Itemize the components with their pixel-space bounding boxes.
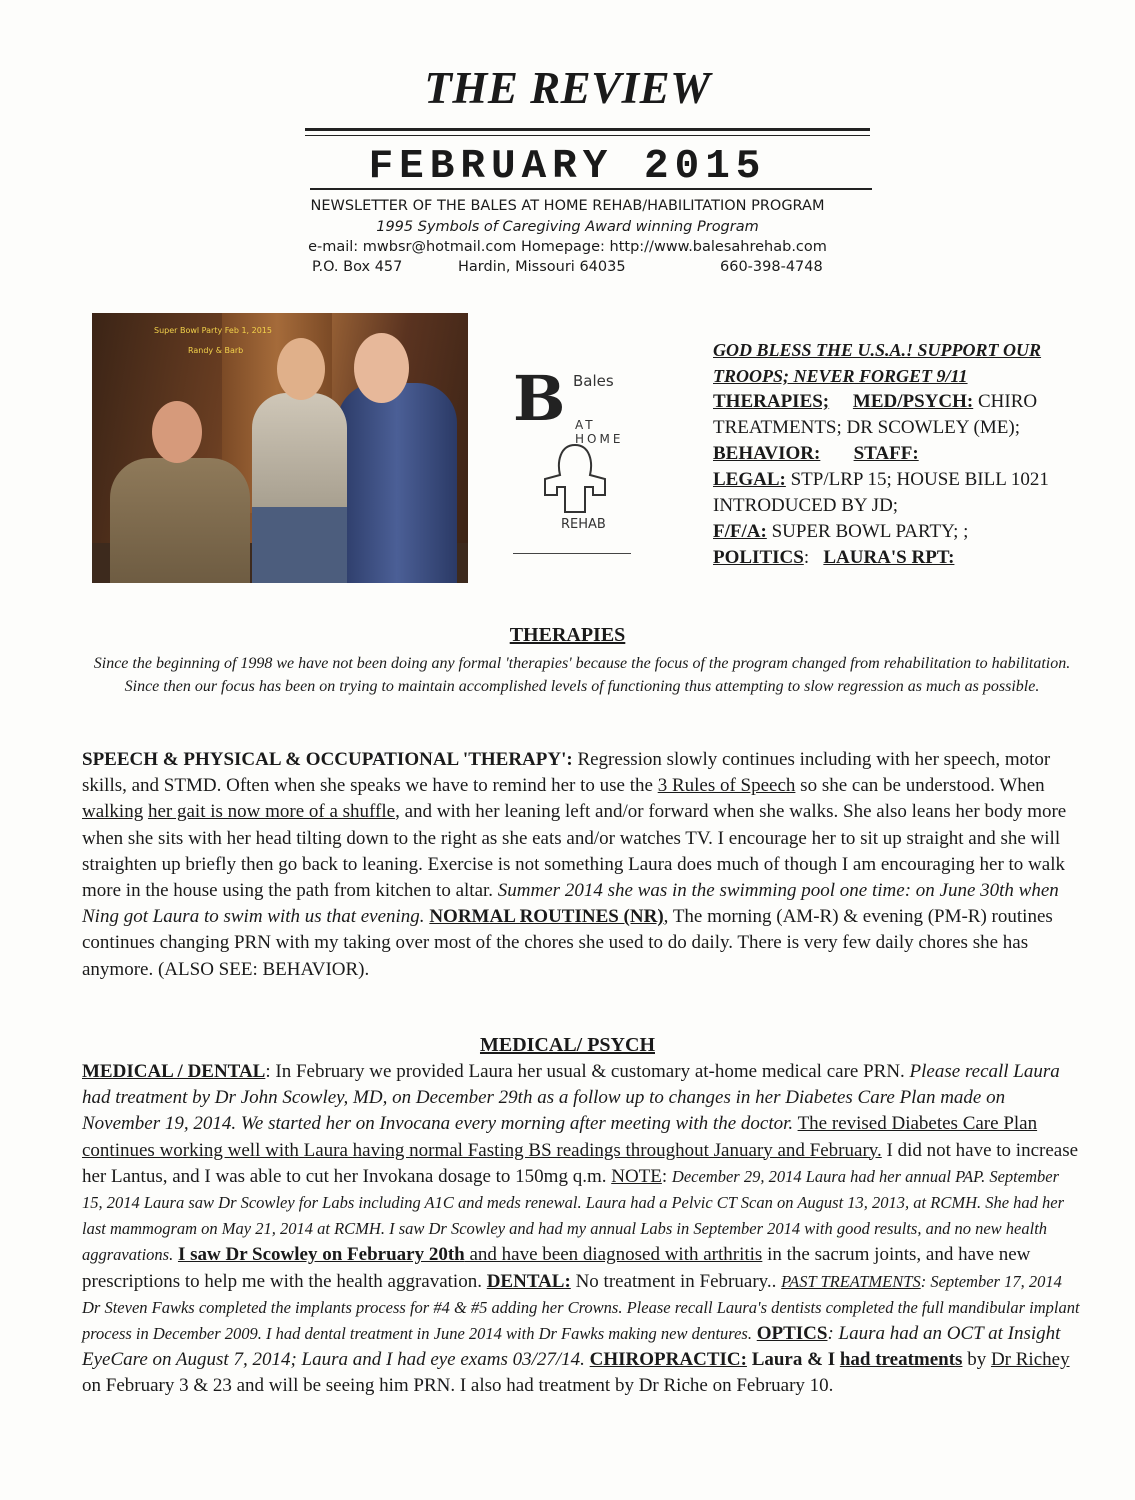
photo-face-left — [152, 401, 202, 463]
had-treatments: had treatments — [839, 1349, 963, 1371]
email-homepage-line: e-mail: mwbsr@hotmail.com Homepage: http://www.balesahrehab.com — [308, 239, 827, 255]
medical-text-14: by — [962, 1349, 991, 1371]
photo-person-center — [252, 393, 347, 583]
scowley-visit: I saw Dr Scowley on February 20th — [177, 1244, 465, 1266]
chiropractic-label: CHIROPRACTIC: — [589, 1349, 747, 1371]
logo-rehab: REHAB — [561, 517, 606, 532]
medical-heading: MEDICAL/ PSYCH — [479, 1034, 655, 1056]
medical-history: December 29, 2014 Laura had her annual PAP. September 15, 2014 Laura saw Dr Scowley for Labs including A1C and meds renewal. Laura had a Pelvic CT Scan on August 13, 2013, at RCMH. She had her last mammogram on May 21, 2014 at RCMH. I saw Dr Scowley and had my annual Labs in September 2014 with good results, and no new health aggravations. — [82, 1166, 1065, 1265]
slogan: GOD BLESS THE U.S.A.! SUPPORT OUR TROOPS; NEVER FORGET 9/11 — [713, 340, 1042, 386]
optics-label: OPTICS — [756, 1323, 828, 1345]
contents-line-2 — [713, 441, 1103, 467]
legal-text: STP/LRP 15; HOUSE BILL 1021 INTRODUCED BY JD; — [713, 469, 1049, 516]
photo-face-center — [277, 338, 325, 400]
arthritis-diagnosis: and have been diagnosed with arthritis — [464, 1244, 763, 1266]
medical-text-4: : — [661, 1165, 672, 1187]
logo-figure-icon — [535, 437, 615, 517]
optics-text: : Laura had an OCT at Insight EyeCare on August 7, 2014; Laura and I had eye exams 03/27/14. — [82, 1323, 1061, 1371]
rules-of-speech: 3 Rules of Speech — [657, 775, 796, 797]
therapy-paragraph — [82, 747, 1082, 983]
contents-line-4 — [713, 519, 1103, 545]
behavior-label: BEHAVIOR: — [713, 443, 821, 464]
super-bowl-party-photo — [92, 313, 468, 583]
chiro-text: Laura & I — [746, 1349, 840, 1371]
therapies-label: THERAPIES; — [713, 391, 830, 412]
medical-dental-lead: MEDICAL / DENTAL — [82, 1061, 266, 1082]
medical-text-3: I did not have to increase her Lantus, and I was able to cut her Invokana dosage to 150mg q.m. — [82, 1139, 1079, 1187]
therapy-text-2: so she can be understood. When — [795, 775, 1045, 797]
politics-label: POLITICS — [713, 547, 804, 568]
therapy-text-4: , and with her leaning left and/or forward when she walks. She also leans her body more when she sits with her head tilting down to the right as she eats and/or watches TV. I encourage her to sit up straight and she will straighten up briefly then go back to leaning. Exercise is not something Laura does much of though I am encouraging her to walk more in the house using the path from kitchen to altar. — [82, 801, 1067, 902]
photo-caption-2: Randy & Barb — [188, 346, 244, 355]
legal-label: LEGAL: — [713, 469, 786, 490]
therapy-text-1: Regression slowly continues including with her speech, motor skills, and STMD. Often when she speaks we have to remind her to use the — [82, 749, 1051, 797]
issue-underline — [310, 188, 872, 190]
therapy-lead: SPEECH & PHYSICAL & OCCUPATIONAL 'THERAPY': — [82, 749, 573, 770]
contents-line-5 — [713, 545, 1103, 571]
normal-routines-label: NORMAL ROUTINES (NR) — [429, 906, 664, 928]
photo-person-right — [337, 383, 457, 583]
newsletter-title: THE REVIEW — [424, 63, 711, 113]
contents-line-1 — [713, 389, 1103, 441]
newsletter-subtitle: NEWSLETTER OF THE BALES AT HOME REHAB/HABILITATION PROGRAM — [310, 198, 825, 214]
dental-label: DENTAL: — [486, 1270, 571, 1292]
logo-at-home: AT HOME — [575, 418, 624, 446]
past-treatments-text: : September 17, 2014 Dr Steven Fawks completed the implants process for #4 & #5 adding her Crowns. Please recall Laura's dentists completed the full mandibular implant process in December 2009. I had dental treatment in June 2014 with Dr Fawks making new dentures. — [82, 1271, 1080, 1344]
photo-caption-1: Super Bowl Party Feb 1, 2015 — [154, 326, 272, 335]
therapies-intro: Since the beginning of 1998 we have not been doing any formal 'therapies' because the focus of the program changed from rehabilitation to habilitation. Since then our focus has been on trying to maintain accomplished levels of functioning thus attempting to slow regression as much as possible. — [93, 655, 1071, 695]
bales-logo — [513, 362, 628, 552]
phone-number: 660-398-4748 — [720, 259, 823, 275]
dr-richey: Dr Richey — [990, 1349, 1070, 1371]
logo-divider — [513, 553, 631, 554]
note-label: NOTE — [611, 1165, 662, 1187]
logo-letter: B — [513, 362, 566, 435]
medical-text-8: No treatment in February.. — [570, 1270, 782, 1292]
photo-person-left — [110, 458, 250, 583]
city-address: Hardin, Missouri 64035 — [458, 259, 626, 275]
gait-text: her gait is now more of a shuffle — [147, 801, 396, 823]
politics-colon: : — [803, 547, 810, 568]
laura-rpt-label: LAURA'S RPT: — [823, 547, 955, 568]
contents-sidebar — [713, 337, 1103, 571]
contact-line — [300, 259, 860, 275]
photo-face-right — [354, 333, 409, 403]
care-plan-note: The revised Diabetes Care Plan continues working well with Laura having normal Fasting BS readings throughout January and February. — [82, 1113, 1038, 1161]
therapies-heading: THERAPIES — [509, 624, 626, 646]
medical-text-1: : In February we provided Laura her usual & customary at-home medical care PRN. — [265, 1061, 910, 1082]
logo-name: Bales — [573, 372, 614, 390]
medical-text-15: on February 3 & 23 and will be seeing him PRN. I also had treatment by Dr Riche on February 10. — [82, 1375, 834, 1397]
medical-text-7: in the sacrum joints, and have new prescriptions to help me with the health aggravation. — [82, 1244, 1031, 1292]
therapy-text-6: , The morning (AM-R) & evening (PM-R) routines continues changing PRN with my taking over most of the chores she used to do daily. There is very few daily chores she has anymore. (ALSO SEE: BEHAVIOR). — [82, 906, 1053, 980]
walking-text: walking — [82, 801, 144, 823]
staff-label: STAFF: — [853, 443, 919, 464]
past-treatments-label: PAST TREATMENTS — [781, 1271, 921, 1291]
medical-paragraph — [82, 1059, 1082, 1400]
medpsych-text: CHIRO TREATMENTS; DR SCOWLEY (ME); — [713, 391, 1038, 438]
summer-note: Summer 2014 she was in the swimming pool one time: on June 30th when Ning got Laura to swim with us that evening. — [82, 880, 1059, 928]
issue-date: FEBRUARY 2015 — [368, 144, 767, 190]
award-line: 1995 Symbols of Caregiving Award winning Program — [376, 219, 759, 235]
ffa-text: SUPER BOWL PARTY; ; — [766, 521, 969, 542]
medpsych-label: MED/PSYCH: — [852, 391, 974, 412]
ffa-label: F/F/A: — [713, 521, 767, 542]
title-rule-thin — [305, 135, 870, 136]
medical-recall: Please recall Laura had treatment by Dr John Scowley, MD, on December 29th as a follow up to changes in her Diabetes Care Plan made on November 19, 2014. We started her on Invocana every morning after meeting with the doctor. — [82, 1061, 1060, 1135]
po-box: P.O. Box 457 — [312, 259, 403, 275]
title-rule-thick — [305, 128, 870, 131]
contents-line-3 — [713, 467, 1103, 519]
